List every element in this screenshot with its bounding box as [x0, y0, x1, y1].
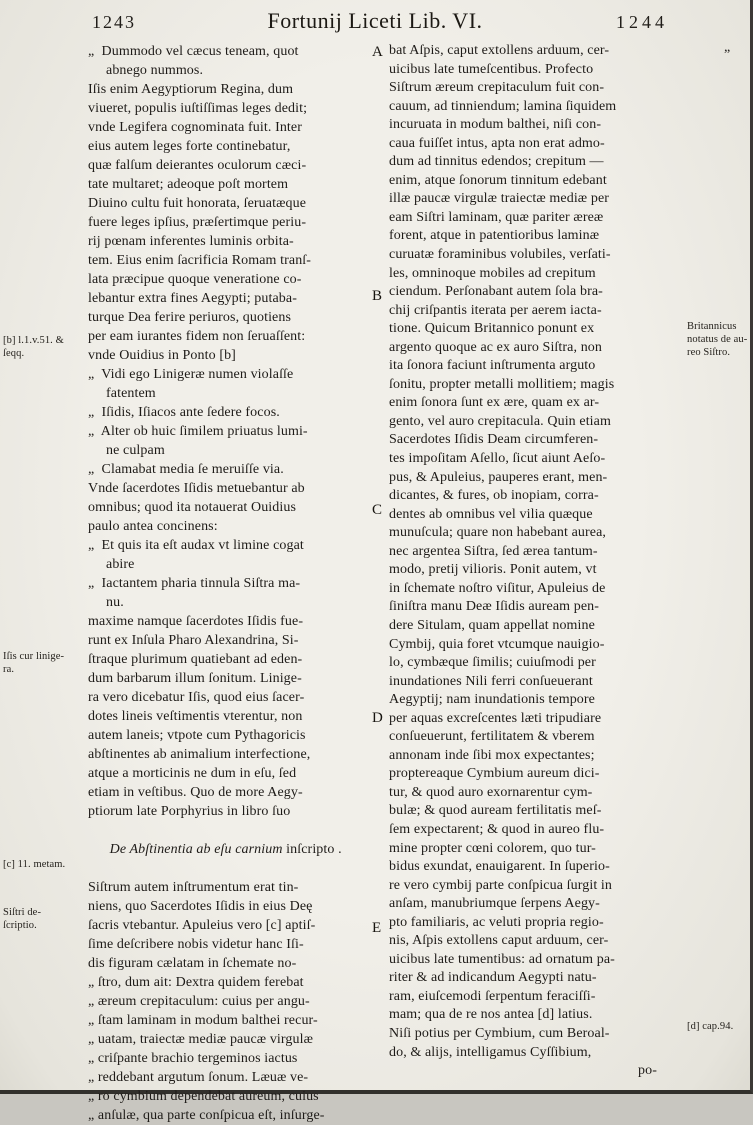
margin-note-line: Iſis cur linige- — [3, 651, 65, 662]
text-line: „ ſtro, dum ait: Dextra quidem ferebat — [88, 975, 304, 990]
text-line: Diuino cultu fuit honorata, ſeruatæque — [88, 196, 307, 211]
text-line: anſam, manubriumque ſerpens Aegy- — [389, 896, 600, 912]
text-line: ptiorum late Porphyrius in libro ſuo — [88, 804, 291, 819]
text-line: lata præcipue quoque veneratione co- — [88, 272, 302, 287]
text-line: abnego nummos. — [88, 63, 204, 78]
text-line: tes impoſitam Aſello, ſicut aiunt Aeſo- — [389, 451, 606, 467]
text-line: curuatæ foraminibus volubiles, verſati- — [389, 247, 611, 263]
text-line: runt ex Inſula Pharo Alexandrina, Si- — [88, 633, 299, 648]
book-title-italic: De Abſtinentia ab eſu carnium — [109, 842, 283, 857]
text-line: omnibus; quod ita notauerat Ouidius — [88, 500, 297, 515]
text-line: etiam in veſtibus. Quo de more Aegy- — [88, 785, 303, 800]
text-line: „ anſulæ, qua parte conſpicua eſt, inſurge- — [88, 1108, 325, 1123]
text-line: gento, vel auro crepitacula. Quin etiam — [389, 413, 611, 429]
text-block-upper — [88, 42, 376, 821]
right-page-number: 1244 — [616, 12, 668, 32]
text-line: bidus exundat, enauigarent. In ſuperio- — [389, 859, 610, 875]
margin-note-line: ſeqq. — [3, 348, 25, 359]
margin-note-isis-linigera — [3, 650, 85, 676]
margin-note-citation-d — [687, 1020, 751, 1033]
text-line: dum ad tinnitus edendos; crepitum — — [389, 154, 604, 170]
margin-note-lines — [3, 906, 85, 932]
text-line: „ Alter ob huic ſimilem priuatus lumi- — [88, 424, 308, 439]
text-block — [389, 42, 671, 1062]
margin-note-citation-b — [3, 334, 85, 360]
text-line: lo, cymbæque ſimilis; cuiuſmodi per — [389, 655, 596, 671]
text-line: uicibus late tumentibus: ad ornatum pa- — [389, 951, 615, 967]
margin-note-lines — [687, 1020, 751, 1033]
text-line: inundationes Nili ferri conſueuerant — [389, 673, 593, 689]
margin-note-lines — [3, 650, 85, 676]
text-line: tem. Eius enim ſacrificia Romam tranſ- — [88, 253, 312, 268]
text-line: ſem expectarent; & quod in aureo flu- — [389, 821, 605, 837]
text-line: uicibus late tumeſcentibus. Profecto — [389, 61, 594, 77]
text-block-lower — [88, 878, 376, 1125]
text-line: nu. — [88, 595, 124, 610]
text-line: pus, & Apuleius, pauperes erant, men- — [389, 469, 608, 485]
text-line: Siſtrum æreum crepitaculum fuit con- — [389, 80, 605, 96]
text-line: ciendum. Perſonabant autem ſola bra- — [389, 284, 603, 300]
running-title: Fortunij Liceti Lib. VI. — [267, 8, 483, 33]
margin-note-sistri-descriptio — [3, 906, 85, 932]
text-line: „ ſtam laminam in modum balthei recur- — [88, 1013, 318, 1028]
section-letter-b: B — [372, 288, 383, 304]
text-line: lebantur extra fines Aegypti; putaba- — [88, 291, 297, 306]
text-line: conſueuerunt, fertilitatem & vberem — [389, 729, 595, 745]
text-line: „ Iſidis, Iſiacos ante ſedere focos. — [88, 405, 280, 420]
margin-note-line: reo Siſtro. — [687, 347, 731, 358]
margin-note-line: Britannicus — [687, 321, 737, 332]
text-line: turque Dea ferire periuros, quotiens — [88, 310, 292, 325]
text-line: incuruata in modum balthei, niſi con- — [389, 117, 602, 133]
text-line: forent, atque in patentioribus laminæ — [389, 228, 600, 244]
margin-note-line: [d] cap.94. — [687, 1021, 734, 1032]
text-line: Niſi potius per Cymbium, cum Beroal- — [389, 1025, 610, 1041]
text-line: Aegyptij; nam inundationis tempore — [389, 692, 595, 708]
text-line: vnde Legifera cognominata fuit. Inter — [88, 120, 303, 135]
text-line-with-book-title — [88, 821, 376, 878]
quote-continuation-mark: „ — [724, 40, 731, 55]
text-line: Cymbij, quia foret vtcumque nauigio- — [389, 636, 605, 652]
text-line: quæ falſum deierantes oculorum cæci- — [88, 158, 307, 173]
text-line: „ Iactantem pharia tinnula Siſtra ma- — [88, 576, 301, 591]
text-line: riter & ad indicandum Aegypti natu- — [389, 970, 597, 986]
text-line: autem laneis; vtpote cum Pythagoricis — [88, 728, 306, 743]
text-line: re vero cymbij parte conſpicua ſurgit in — [389, 877, 613, 893]
text-line: dicantes, & fures, ob inopiam, corra- — [389, 488, 599, 504]
text-line: bulæ; & quod auream fertilitatis meſ- — [389, 803, 602, 819]
margin-note-line: [c] 11. metam. — [3, 859, 66, 870]
catchword: po- — [638, 1063, 657, 1079]
margin-note-line: ra. — [3, 664, 15, 675]
text-line: nec argentea Siſtra, ſed ærea tantum- — [389, 543, 598, 559]
text-line: in ſchemate noſtro viſitur, Apuleius de — [389, 580, 606, 596]
text-line: Vnde ſacerdotes Iſidis metuebantur ab — [88, 481, 305, 496]
text-line: „ ro cymbium dependebat aureum, cuius — [88, 1089, 319, 1104]
text-line: rij pœnam inferentes luminis orbita- — [88, 234, 294, 249]
text-line: viueret, populis iuſtiſſimas leges dedit; — [88, 101, 308, 116]
text-line: „ criſpante brachio tergeminos iactus — [88, 1051, 298, 1066]
section-letter-c: C — [372, 502, 383, 518]
margin-note-line: Siſtri de- — [3, 907, 42, 918]
text-line: tur, & quod auro exornarentur cym- — [389, 784, 593, 800]
text-line: annonam inde ſibi mox expectantes; — [389, 747, 595, 763]
text-line: ſime deſcribere nobis videtur hanc Iſi- — [88, 937, 304, 952]
text-line: ſiniſtra manu Deæ Iſidis auream pen- — [389, 599, 600, 615]
page-header — [0, 8, 750, 40]
text-line: ne culpam — [88, 443, 165, 458]
margin-note-line: [b] l.1.v.51. & — [3, 335, 64, 346]
right-text-column — [389, 42, 671, 1081]
text-line: illæ paucæ virgulæ traiectæ mediæ per — [389, 191, 610, 207]
text-line: „ æreum crepitaculum: cuius per angu- — [88, 994, 310, 1009]
text-line: „ uatam, traiectæ mediæ paucæ virgulæ — [88, 1032, 314, 1047]
text-line: per eam iurantes fidem non ſeruaſſent: — [88, 329, 306, 344]
text-line: abſtinentes ab animalium interfectione, — [88, 747, 311, 762]
text-line: ſonitu, propter metalli mollitiem; magis — [389, 376, 615, 392]
text-line: maxime namque ſacerdotes Iſidis fue- — [88, 614, 304, 629]
text-line: fatentem — [88, 386, 156, 401]
text-line: ſtraque plurimum quatiebant ad eden- — [88, 652, 303, 667]
text-line: caua fuiſſet intus, apta non erat admo- — [389, 135, 605, 151]
text-line: „ reddebant argutum ſonum. Læuæ ve- — [88, 1070, 309, 1085]
text-line: Siſtrum autem inſtrumentum erat tin- — [88, 880, 299, 895]
text-line: fuere leges ipſius, præſertimque periu- — [88, 215, 307, 230]
section-letter-a: A — [372, 44, 383, 60]
margin-note-line: ſcriptio. — [3, 920, 37, 931]
margin-note-lines — [3, 858, 85, 871]
text-line: eam Siſtri laminam, quæ pariter æreæ — [389, 209, 604, 225]
text-line: dere Situlam, quam appellat nomine — [389, 617, 595, 633]
margin-note-lines — [687, 320, 751, 359]
text-line: dentes ab omnibus vel vilia quæque — [389, 506, 593, 522]
text-line: bat Aſpis, caput extollens arduum, cer- — [389, 43, 610, 58]
text-line: tate multaret; adeoque poſt mortem — [88, 177, 289, 192]
section-letter-e: E — [372, 920, 382, 936]
margin-note-lines — [3, 334, 85, 360]
text-line: per aquas excreſcentes læti tripudiare — [389, 710, 602, 726]
text-line: les, omninoque mobiles ad crepitum — [389, 265, 596, 281]
text-line: mam; qua de re nos antea [d] latius. — [389, 1007, 593, 1023]
text-line: mine propter cœni colorem, quo tur- — [389, 840, 596, 856]
text-line: do, & alijs, intelligamus Cyſſibium, — [389, 1044, 592, 1060]
text-line: dis figuram cælatam in ſchemate no- — [88, 956, 297, 971]
text-line: „ Dummodo vel cæcus teneam, quot — [88, 44, 299, 59]
text-line: cauum, ad tinniendum; lamina ſiquidem — [389, 98, 617, 114]
text-line: Sacerdotes Iſidis Deam circumferen- — [389, 432, 599, 448]
text-line: dum barbarum illum ſonitum. Linige- — [88, 671, 302, 686]
section-letter-d: D — [372, 710, 383, 726]
text-line: Iſis enim Aegyptiorum Regina, dum — [88, 82, 294, 97]
text-line: ram, eiuſcemodi ſerpentum feraciſſi- — [389, 988, 596, 1004]
left-page-number: 1243 — [92, 12, 136, 32]
margin-note-citation-c — [3, 858, 85, 871]
text-line: nis, Aſpis extollens caput arduum, cer- — [389, 933, 609, 949]
text-line: enim, atque ſonorum tinnitum edebant — [389, 172, 607, 188]
text-line: „ Et quis ita eſt audax vt limine cogat — [88, 538, 304, 553]
text-line: ita ſonora faciunt inſtrumenta arguto — [389, 358, 596, 374]
text-line: modo, pretij vilioris. Ponit autem, vt — [389, 562, 597, 578]
text-line: enim ſonora ſunt ex ære, quam ex ar- — [389, 395, 600, 411]
text-line: dotes lineis veſtimentis vterentur, non — [88, 709, 303, 724]
text-line: ra vero dicebatur Iſis, quod eius ſacer- — [88, 690, 305, 705]
margin-note-britannicus — [687, 320, 751, 359]
text-line: proptereaque Cymbium aureum dici- — [389, 766, 600, 782]
text-line: tione. Quicum Britannico ponunt ex — [389, 321, 595, 337]
text-line: argento quoque ac ex auro Siſtra, non — [389, 339, 602, 355]
text-line: „ Vidi ego Linigeræ numen violaſſe — [88, 367, 294, 382]
text-line: ſacris vtebantur. Apuleius vero [c] aptiſ- — [88, 918, 316, 933]
left-text-column — [88, 42, 376, 1125]
text-line: niens, quo Sacerdotes Iſidis in eius Deę — [88, 899, 313, 914]
margin-note-line: notatus de au- — [687, 334, 748, 345]
text-line: abire — [88, 557, 135, 572]
text-after-italic: inſcripto . — [282, 842, 342, 857]
text-line: chij criſpantis iterata per aerem iacta- — [389, 302, 602, 318]
text-line: pto familiaris, ac veluti propria regio- — [389, 914, 604, 930]
text-line: paulo antea concinens: — [88, 519, 218, 534]
text-line: eius autem leges forte continebatur, — [88, 139, 291, 154]
text-line: atque a morticinis ne dum in eſu, ſed — [88, 766, 297, 781]
text-line: vnde Ouidius in Ponto [b] — [88, 348, 236, 363]
text-line: munuſcula; quare non habebant aurea, — [389, 525, 607, 541]
text-line: „ Clamabat media ſe meruiſſe via. — [88, 462, 284, 477]
